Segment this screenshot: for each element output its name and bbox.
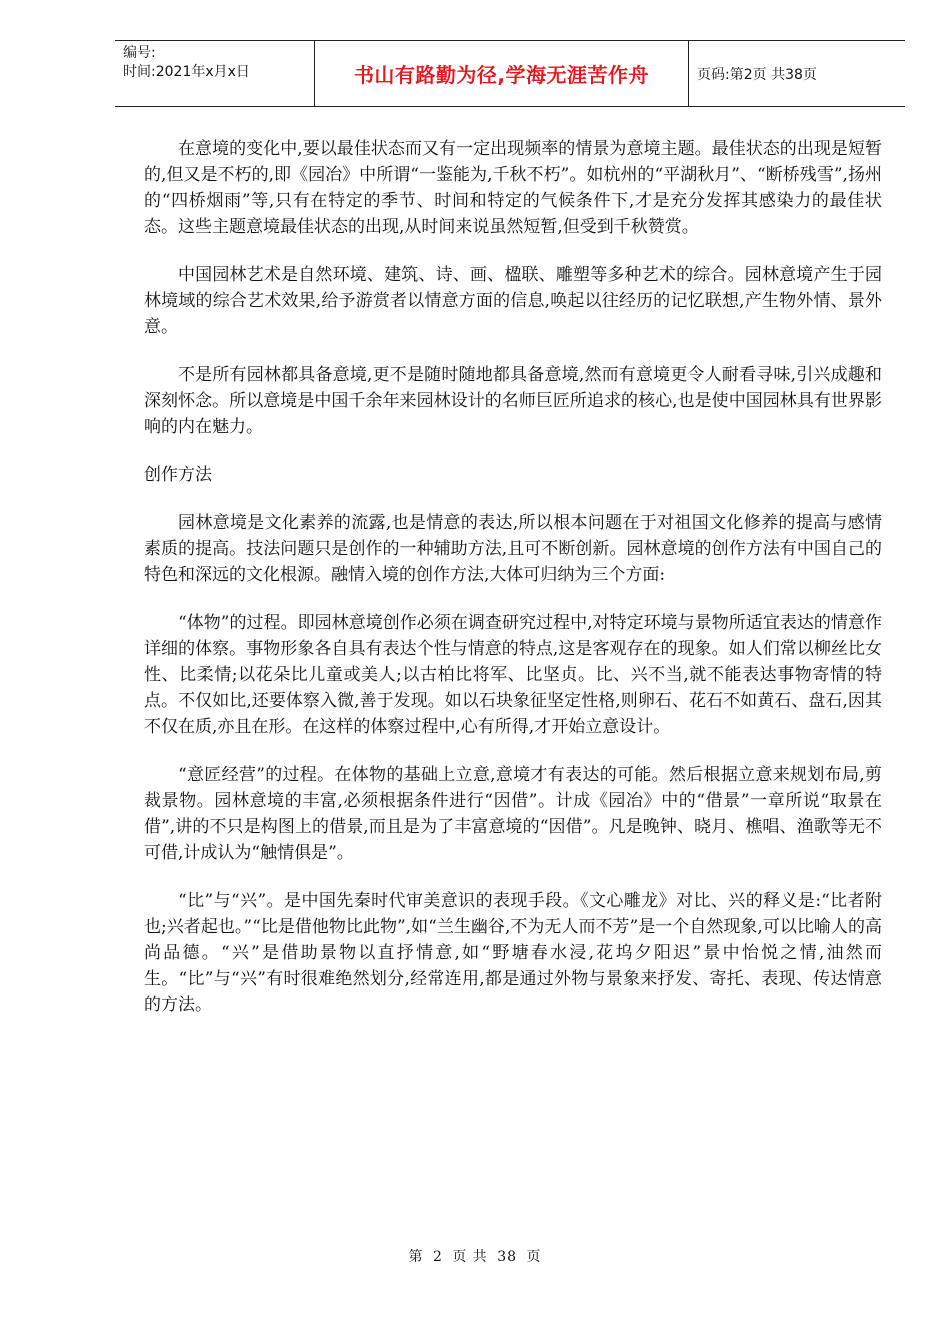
paragraph: “体物”的过程。即园林意境创作必须在调查研究过程中,对特定环境与景物所适宜表达的情意作详细的体察。事物形象各自具有表达个性与情意的特点,这是客观存在的现象。如人们常以柳丝比女性、比柔情;以花朵比儿童或美人;以古柏比将军、比坚贞。比、兴不当,就不能表达事物寄情的特点。不仅如比,还要体察入微,善于发现。如以石块象征坚定性格,则卵石、花石不如黄石、盘石,因其不仅在质,亦且在形。在这样的体察过程中,心有所得,才开始立意设计。: [144, 613, 882, 737]
footer-page-number: 2: [432, 1249, 443, 1265]
number-label: 编号:: [123, 45, 156, 61]
footer-total-pages: 38: [497, 1249, 518, 1265]
section-heading: 创作方法: [144, 465, 212, 485]
footer-prefix: 第: [408, 1249, 424, 1265]
header-meta: [115, 41, 315, 106]
footer-suffix: 页: [526, 1249, 542, 1265]
paragraph: 不是所有园林都具备意境,更不是随时随地都具备意境,然而有意境更令人耐看寻味,引兴成趣和深刻怀念。所以意境是中国千余年来园林设计的名师巨匠所追求的核心,也是使中国园林具有世界影响的内在魅力。: [144, 365, 882, 437]
page-footer: [0, 1246, 950, 1266]
paragraph: 园林意境是文化素养的流露,也是情意的表达,所以根本问题在于对祖国文化修养的提高与感情素质的提高。技法问题只是创作的一种辅助方法,且可不断创新。园林意境的创作方法有中国自己的特色和深远的文化根源。融情入境的创作方法,大体可归纳为三个方面:: [144, 513, 882, 585]
header-motto: 书山有路勤为径,学海无涯苦作舟: [315, 41, 689, 106]
paragraph: 在意境的变化中,要以最佳状态而又有一定出现频率的情景为意境主题。最佳状态的出现是短暂的,但又是不朽的,即《园冶》中所谓“一鉴能为,千秋不朽”。如杭州的“平湖秋月”、“断桥残雪”,扬州的“四桥烟雨”等,只有在特定的季节、时间和特定的气候条件下,才是充分发挥其感染力的最佳状态。这些主题意境最佳状态的出现,从时间来说虽然短暂,但受到千秋赞赏。: [144, 139, 882, 237]
paragraph: “比”与“兴”。是中国先秦时代审美意识的表现手段。《文心雕龙》对比、兴的释义是:“比者附也;兴者起也。”“比是借他物比此物”,如“兰生幽谷,不为无人而不芳”是一个自然现象,可以比喻人的高尚品德。“兴”是借助景物以直抒情意,如“野塘春水浸,花坞夕阳迟”景中怡悦之情,油然而生。“比”与“兴”有时很难绝然划分,经常连用,都是通过外物与景象来抒发、寄托、表现、传达情意的方法。: [144, 891, 882, 1015]
header-page-info: 页码:第2页 共38页: [697, 66, 817, 83]
paragraph: 中国园林艺术是自然环境、建筑、诗、画、楹联、雕塑等多种艺术的综合。园林意境产生于园林境域的综合艺术效果,给予游赏者以情意方面的信息,唤起以往经历的记忆联想,产生物外情、景外意。: [144, 265, 882, 337]
paragraph: “意匠经营”的过程。在体物的基础上立意,意境才有表达的可能。然后根据立意来规划布局,剪裁景物。园林意境的丰富,必须根据条件进行“因借”。计成《园冶》中的“借景”一章所说“取景在借”,讲的不只是构图上的借景,而且是为了丰富意境的“因借”。凡是晚钟、晓月、樵唱、渔歌等无不可借,计成认为“触情俱是”。: [144, 765, 882, 863]
document-body: [144, 136, 882, 1040]
page-header: [115, 40, 905, 107]
time-label: 时间:2021年x月x日: [123, 64, 250, 80]
footer-middle: 页 共: [452, 1249, 488, 1265]
